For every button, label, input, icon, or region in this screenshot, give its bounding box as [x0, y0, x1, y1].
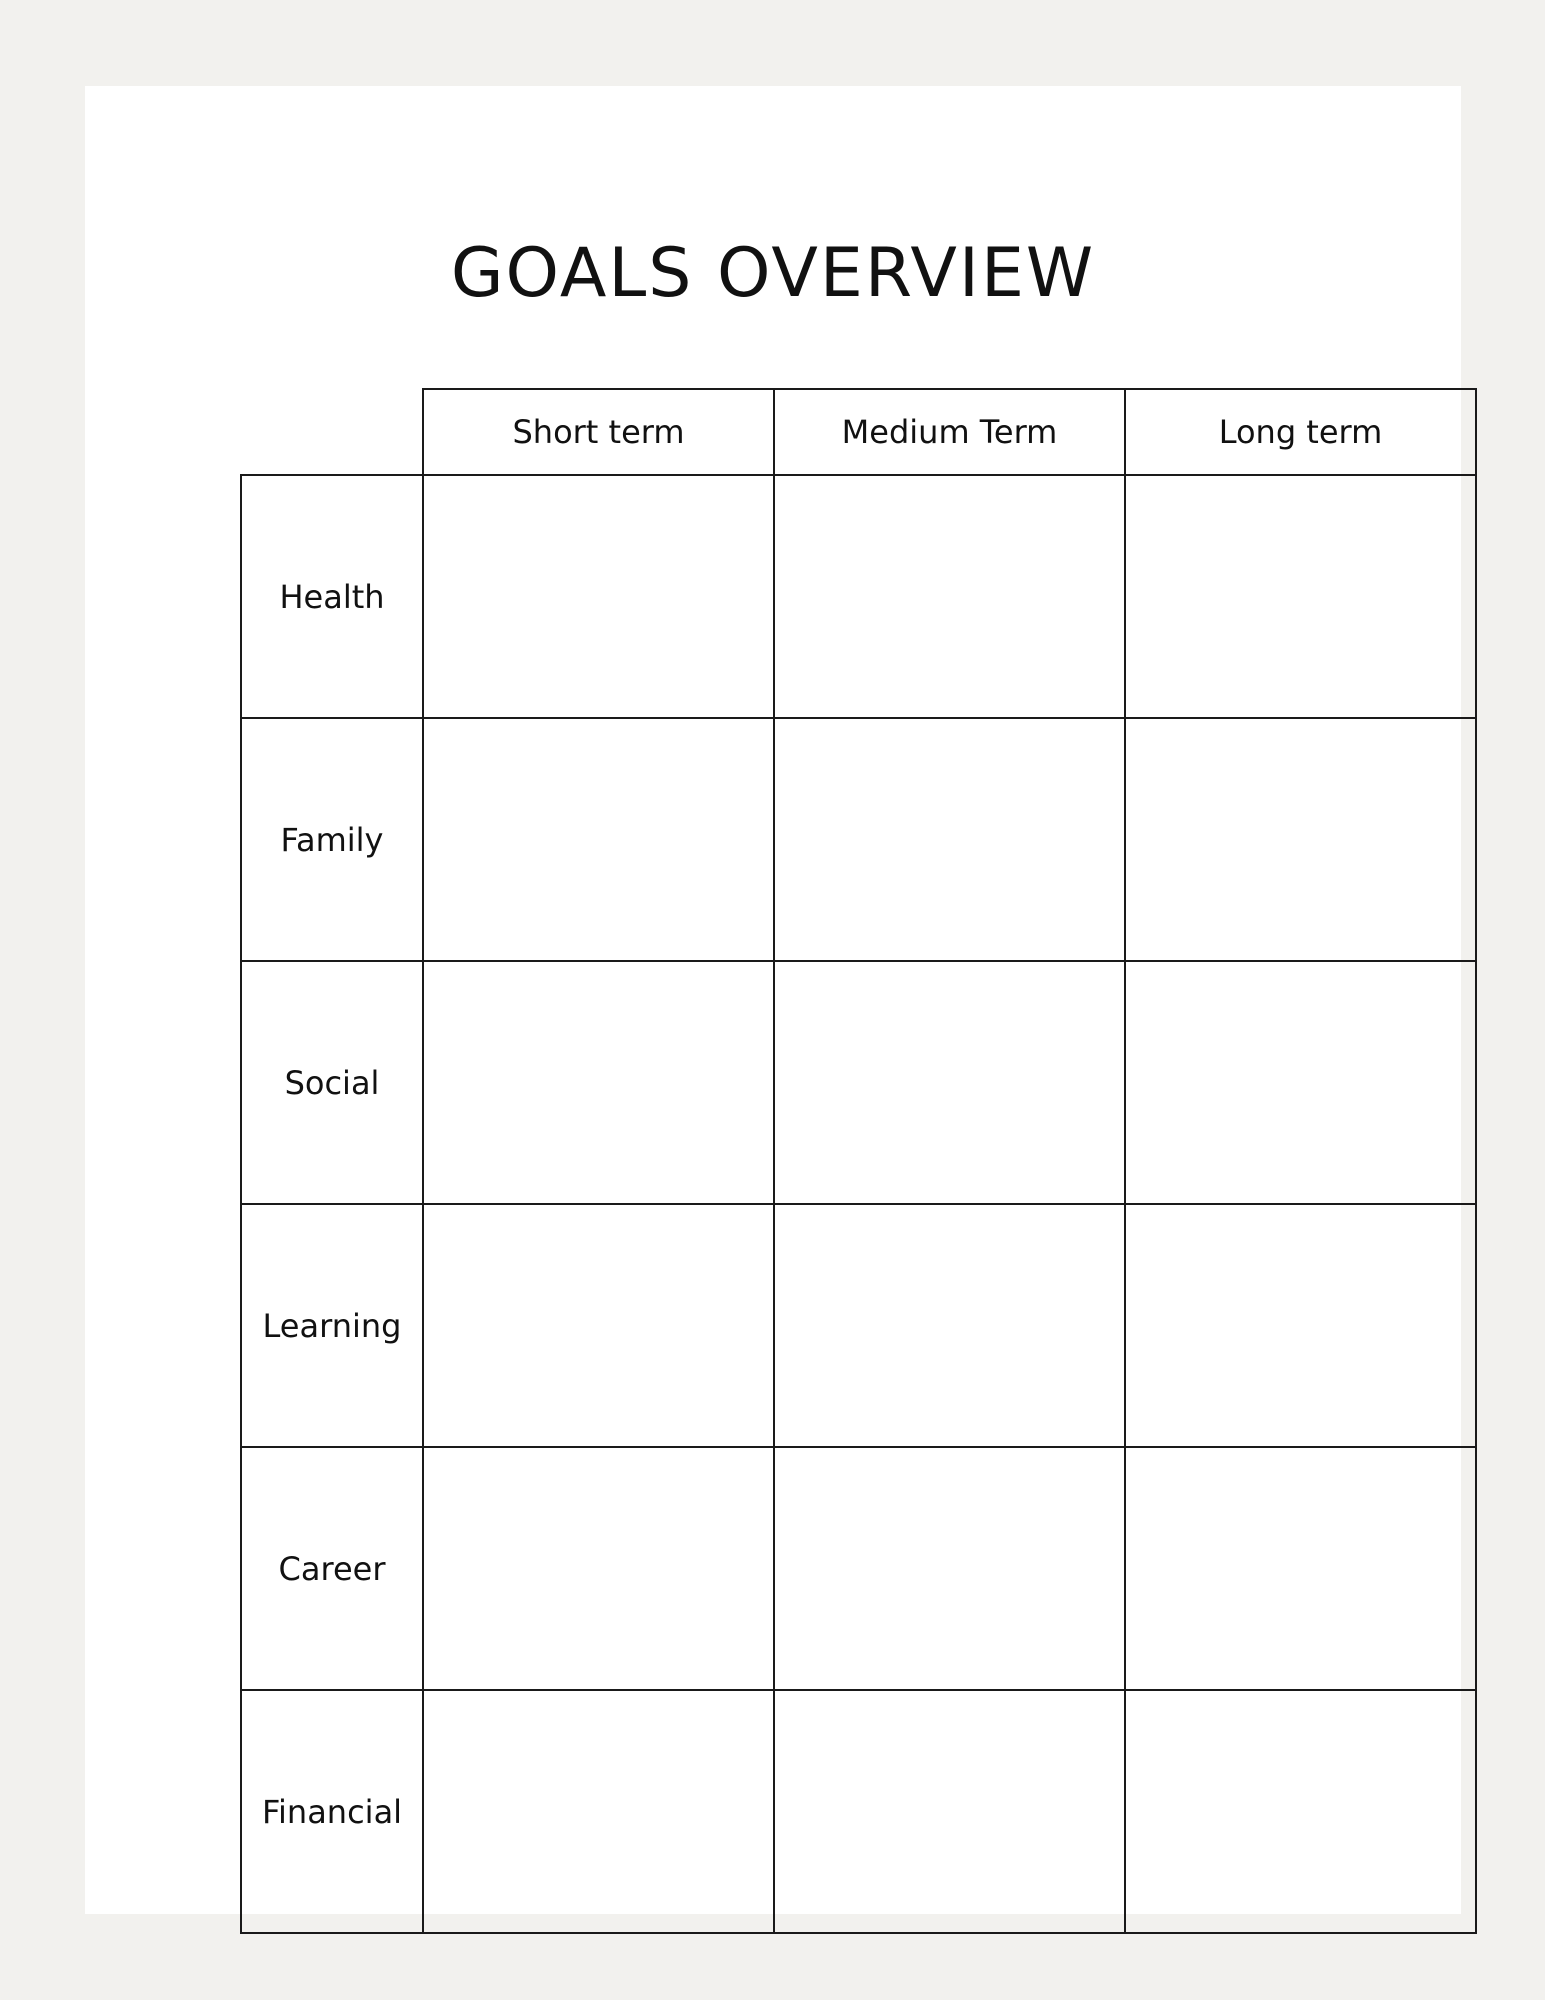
table-row	[241, 1690, 1476, 1933]
goal-cell-social-medium[interactable]	[774, 961, 1125, 1204]
goal-cell-career-long[interactable]	[1125, 1447, 1476, 1690]
goal-cell-learning-medium[interactable]	[774, 1204, 1125, 1447]
goal-cell-career-short[interactable]	[423, 1447, 774, 1690]
row-header-health: Health	[241, 475, 423, 718]
table-row	[241, 475, 1476, 718]
goal-cell-learning-short[interactable]	[423, 1204, 774, 1447]
page-title: GOALS OVERVIEW	[450, 234, 1096, 313]
goal-cell-learning-long[interactable]	[1125, 1204, 1476, 1447]
goal-cell-family-short[interactable]	[423, 718, 774, 961]
column-header-short-term: Short term	[423, 389, 774, 475]
goal-cell-health-medium[interactable]	[774, 475, 1125, 718]
row-header-learning: Learning	[241, 1204, 423, 1447]
goal-cell-social-short[interactable]	[423, 961, 774, 1204]
goal-cell-financial-short[interactable]	[423, 1690, 774, 1933]
row-header-social: Social	[241, 961, 423, 1204]
row-header-career: Career	[241, 1447, 423, 1690]
goal-cell-family-long[interactable]	[1125, 718, 1476, 961]
worksheet-page	[85, 86, 1461, 1914]
row-header-financial: Financial	[241, 1690, 423, 1933]
goal-cell-financial-long[interactable]	[1125, 1690, 1476, 1933]
goal-cell-social-long[interactable]	[1125, 961, 1476, 1204]
column-header-medium-term: Medium Term	[774, 389, 1125, 475]
table-row	[241, 961, 1476, 1204]
goal-cell-financial-medium[interactable]	[774, 1690, 1125, 1933]
goal-cell-health-short[interactable]	[423, 475, 774, 718]
goal-cell-career-medium[interactable]	[774, 1447, 1125, 1690]
column-header-long-term: Long term	[1125, 389, 1476, 475]
corner-cell	[241, 389, 423, 475]
table-row	[241, 1447, 1476, 1690]
row-header-family: Family	[241, 718, 423, 961]
goal-cell-family-medium[interactable]	[774, 718, 1125, 961]
header-row	[241, 389, 1476, 475]
goals-table	[240, 388, 1477, 1934]
table-row	[241, 718, 1476, 961]
table-row	[241, 1204, 1476, 1447]
goal-cell-health-long[interactable]	[1125, 475, 1476, 718]
